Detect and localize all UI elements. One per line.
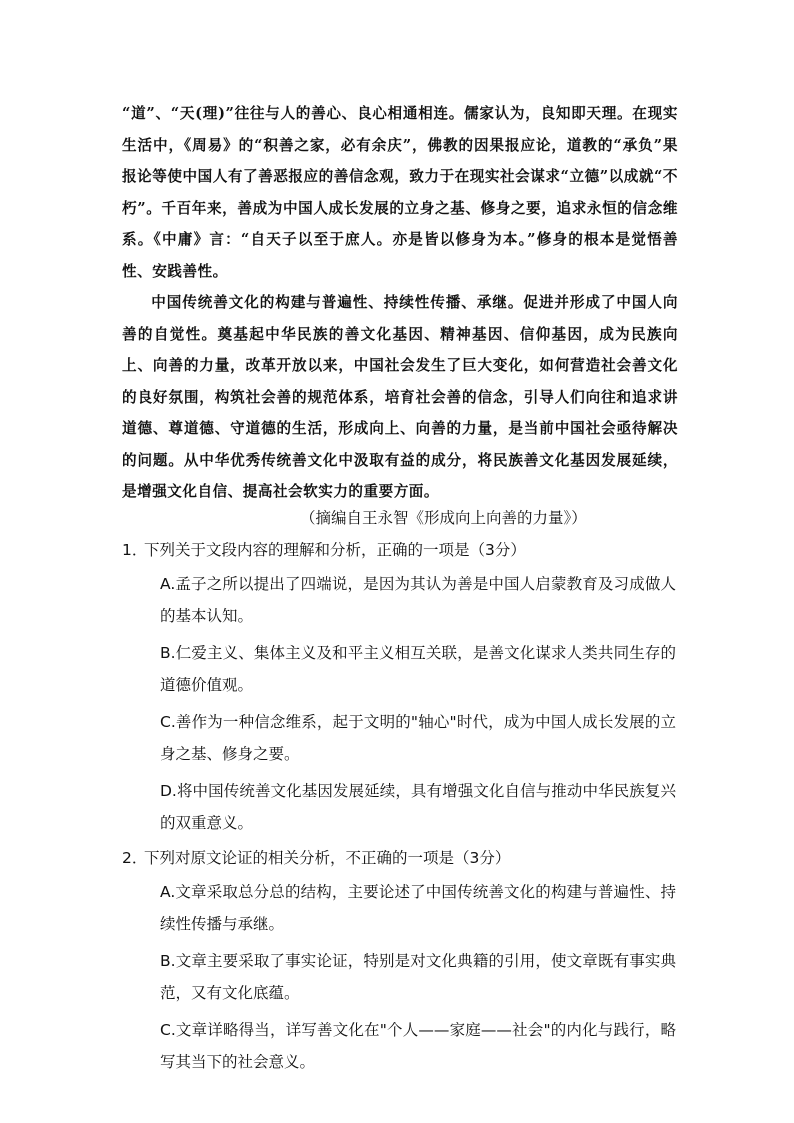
question-2 xyxy=(122,845,682,1078)
passage-paragraph-2: 中国传统善文化的构建与普遍性、持续性传播、承继。促进并形成了中国人向善的自觉性。奠基起中华民族的善文化基因、精神基因、信仰基因，成为民族向上、向善的力量，改革开放以来，中国社会发生了巨大变化，如何营造社会善文化的良好氛围，构筑社会善的规范体系，培育社会善的信念，引导人们向往和追求讲道德、尊道德、守道德的生活，形成向上、向善的力量，是当前中国社会亟待解决的问题。从中华优秀传统善文化中汲取有益的成分，将民族善文化基因发展延续，是增强文化自信、提高社会软实力的重要方面。 xyxy=(122,294,678,500)
option-c: C.文章详略得当，详写善文化在"个人——家庭——社会"的内化与践行，略写其当下的社会意义。 xyxy=(160,1021,676,1071)
question-text: 下列对原文论证的相关分析，不正确的一项是（3分） xyxy=(144,849,511,867)
questions-section xyxy=(122,537,682,1084)
question-text: 下列关于文段内容的理解和分析，正确的一项是（3分） xyxy=(144,541,526,559)
question-stem xyxy=(122,845,682,871)
passage-text xyxy=(122,98,678,508)
passage-source: （摘编自王永智《形成向上向善的力量》） xyxy=(300,509,587,527)
option-d: D.将中国传统善文化基因发展延续，具有增强文化自信与推动中华民族复兴的双重意义。 xyxy=(160,782,676,832)
option-a: A.文章采取总分总的结构，主要论述了中国传统善文化的构建与普遍性、持续性传播与承继。 xyxy=(160,883,676,933)
question-stem xyxy=(122,537,682,563)
question-number: 1． xyxy=(122,541,148,559)
question-1 xyxy=(122,537,682,839)
option-b: B.仁爱主义、集体主义及和平主义相互关联，是善文化谋求人类共同生存的道德价值观。 xyxy=(160,644,676,694)
question-number: 2． xyxy=(122,849,148,867)
option-a: A.孟子之所以提出了四端说，是因为其认为善是中国人启蒙教育及习成做人的基本认知。 xyxy=(160,575,676,625)
option-c: C.善作为一种信念维系，起于文明的"轴心"时代，成为中国人成长发展的立身之基、修身之要。 xyxy=(160,713,676,763)
passage-paragraph-1: “道”、“天(理)”往往与人的善心、良心相通相连。儒家认为，良知即天理。在现实生活中，《周易》的“积善之家，必有余庆”，佛教的因果报应论，道教的“承负”果报论等使中国人有了善恶报应的善信念观，致力于在现实社会谋求“立德”以成就“不朽”。千百年来，善成为中国人成长发展的立身之基、修身之要，追求永恒的信念维系。《中庸》言：“自天子以至于庶人。亦是皆以修身为本。”修身的根本是觉悟善性、安践善性。 xyxy=(122,105,678,280)
option-b: B.文章主要采取了事实论证，特别是对文化典籍的引用，使文章既有事实典范，又有文化底蕴。 xyxy=(160,952,676,1002)
